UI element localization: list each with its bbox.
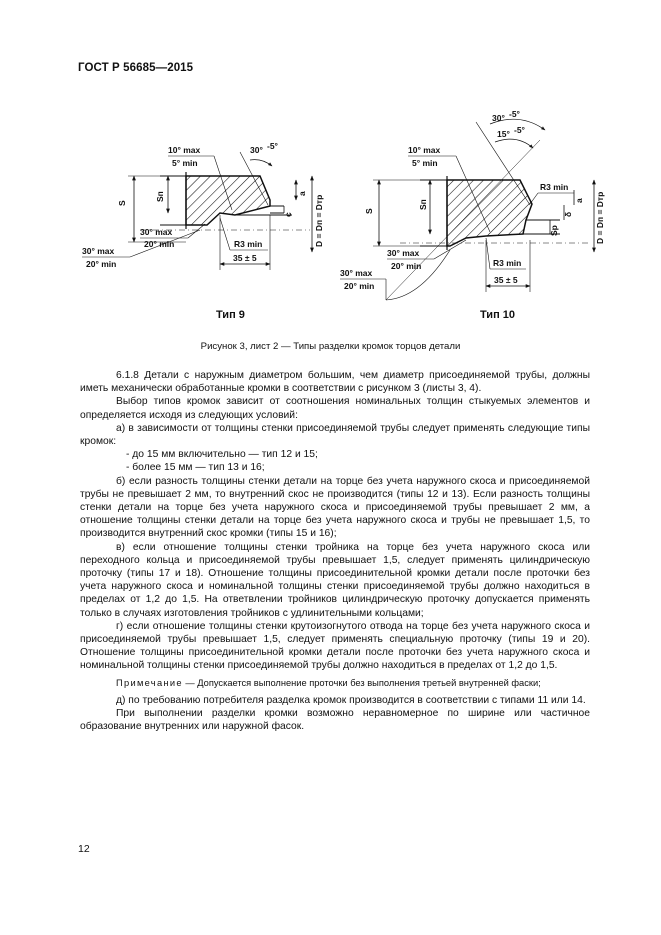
paragraph: 6.1.8 Детали с наружным диаметром большим, чем диаметр присоединяемой трубы, должны иметь механически обработанные кромки в соответствии с рисунком 3 (листы 3, 4). (80, 370, 590, 395)
type-10-angle-outer-tol: -5° (509, 109, 520, 119)
type-9-length: 35 ± 5 (233, 253, 257, 263)
type-9-inner-min: 20° min (144, 239, 175, 249)
type-10-inner-max: 30° max (387, 248, 420, 258)
type-9-c-label: c (283, 212, 293, 217)
figure-caption: Рисунок 3, лист 2 — Типы разделки кромок торцов детали (200, 341, 461, 352)
type-9-s-label: S (117, 200, 127, 206)
paragraph: в) если отношение толщины стенки тройника на торце без учета наружного скоса или переходного кольца и присоединяемой трубы превышает 1,5, следует применять цилиндрическую проточку (типы 17 и 18). Отношение толщины присоединительной кромки детали после проточки без учета наружного скоса и номинальной толщины стенки присоединяемой трубы должно находиться в пределах от 1,2 до 1,5. На ответвлении тройников цилиндрическую проточку допускается применять только в случаях изготовления тройников с удлинительными кольцами; (80, 541, 590, 619)
type-10-angle-inner-tol: -5° (514, 125, 525, 135)
type-9-inner-max: 30° max (140, 227, 173, 237)
note-text: — Допускается выполнение проточки без выполнения третьей внутренней фаски; (182, 677, 541, 688)
type-9-label: Тип 9 (216, 309, 245, 321)
type-9-bevel-min: 5° min (172, 158, 198, 168)
type-9-sn-label: Sп (155, 191, 165, 202)
paragraph: Выбор типов кромок зависит от соотношения номинальных толщин стыкуемых элементов и определяется исходя из следующих условий: (80, 396, 590, 421)
type-10-angle-outer: 30° (492, 113, 505, 123)
type-9-section (186, 176, 270, 225)
note (80, 677, 590, 690)
paragraph: г) если отношение толщины стенки крутоизогнутого отвода на торце без учета наружного скоса и присоединяемой трубы превышает 1,5, следует применять специальную проточку (типы 19 и 20). Отношение толщины присоединительной кромки детали после проточки без учета наружного скоса и номинальной толщины стенки присоединяемой трубы должно находиться в пределах от 1,2 до 1,5. (80, 620, 590, 672)
type-10-drawing (340, 109, 605, 300)
type-9-angle-top: 30° (250, 145, 263, 155)
note-label: Примечание (116, 677, 183, 688)
type-9-a-label: a (297, 191, 307, 196)
body-text (80, 369, 590, 733)
type-10-sr-label: Sр (549, 225, 559, 236)
type-10-section (447, 180, 532, 246)
type-9-bevel-max: 10° max (168, 145, 201, 155)
type-10-label: Тип 10 (480, 309, 515, 321)
paragraph: д) по требованию потребителя разделка кромок производится в соответствии с типами 11 или 14. (116, 694, 586, 706)
paragraph: При выполнении разделки кромки возможно неравномерное по ширине или частичное образование внутренних или наружной фасок. (80, 708, 590, 733)
document-header: ГОСТ Р 56685—2015 (78, 62, 194, 74)
type-9-radius: R3 min (234, 239, 263, 249)
edge-preparation-figure (0, 0, 661, 340)
type-10-s-label: S (364, 208, 374, 214)
type-10-bevel-max: 10° max (408, 145, 441, 155)
type-9-drawing (82, 141, 324, 270)
type-9-angle-top-tol: -5° (267, 141, 278, 151)
type-9-d-formula: D = Dп = Dтр (314, 194, 324, 247)
type-10-outer-min: 20° min (344, 281, 375, 291)
type-10-angle-inner: 15° (497, 129, 510, 139)
paragraph: б) если разность толщины стенки детали на торце без учета наружного скоса и присоединяемой трубы не превышает 2 мм, то внутренний скос не производится (типы 12 и 13). Если разность толщины стенки детали на торце без учета наружного скоса и присоединяемой трубы превышает 2 мм, а отношение толщины стенки детали на торце без учета наружного скоса и трубы не превышает 1,5, то производится внутренний скос кромки (типы 15 и 16); (80, 475, 590, 540)
type-10-bevel-min: 5° min (412, 158, 438, 168)
type-10-sn-label: Sп (418, 199, 428, 210)
type-9-outer-max: 30° max (82, 246, 115, 256)
type-10-a-label: a (574, 198, 584, 203)
type-10-length: 35 ± 5 (494, 275, 518, 285)
list-item: - более 15 мм — тип 13 и 16; (126, 462, 265, 474)
type-10-radius-bottom: R3 min (493, 258, 522, 268)
type-10-radius-top: R3 min (540, 182, 569, 192)
type-10-outer-max: 30° max (340, 268, 373, 278)
type-10-d-formula: D = Dп = Dтр (595, 191, 605, 244)
type-10-delta-label: δ (563, 211, 573, 217)
type-10-inner-min: 20° min (391, 261, 422, 271)
page-number: 12 (78, 843, 90, 855)
paragraph: а) в зависимости от толщины стенки присоединяемой трубы следует применять следующие типы кромок: (80, 422, 590, 448)
list-item: - до 15 мм включительно — тип 12 и 15; (126, 449, 318, 461)
type-9-outer-min: 20° min (86, 259, 117, 269)
